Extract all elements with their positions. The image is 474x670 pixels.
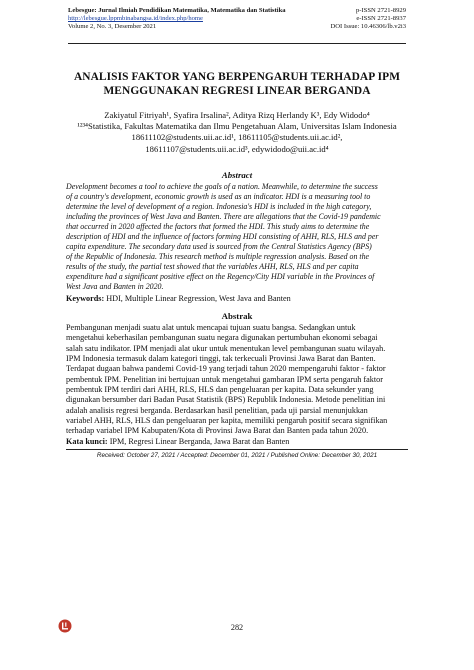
keywords-text: HDI, Multiple Linear Regression, West Java and Banten (106, 294, 291, 303)
abstrak-line: variabel AHH, RLS, HLS dan pengeluaran per kapita, memiliki pengaruh positif secara signifikan (66, 416, 388, 426)
author-block (60, 110, 414, 155)
journal-name: Lebesgue: Jurnal Ilmiah Pendidikan Matematika, Matematika dan Statistika (68, 7, 286, 14)
abstract-line: capita expenditure. The secondary data used is sourced from the Central Statistics Agency (BPS) (66, 241, 372, 251)
abstract-body (66, 182, 408, 291)
abstrak-line: salah satu indikator. IPM menjadi alat ukur untuk menentukan level pembangunan suatu wilayah. (66, 343, 386, 353)
author-emails-2: 18611107@students.uii.ac.id³, edywidodo@uii.ac.id⁴ (145, 143, 329, 154)
abstrak-line: mengetahui keberhasilan pembangunan suatu negara digunakan pertumbuhan ekonomi sebagai (66, 333, 378, 343)
title-line-1: ANALISIS FAKTOR YANG BERPENGARUH TERHADAP IPM (73, 71, 401, 83)
kata-kunci-text: IPM, Regresi Linear Berganda, Jawa Barat dan Banten (109, 437, 290, 446)
abstract-line: results of the study, the partial test showed that the variables AHH, RLS, HLS and per capita (66, 261, 359, 271)
keywords-label: Keywords: (66, 294, 105, 303)
kata-kunci-label: Kata kunci: (66, 437, 108, 446)
abstract-line: description of HDI and the influence of factors forming HDI consisting of AHH, RLS, HLS and per (66, 231, 379, 241)
abstrak-line: Terdapat dugaan bahwa pandemi Covid-19 yang terjadi tahun 2020 mempengaruhi faktor - faktor (66, 364, 386, 374)
publication-dates: Received: October 27, 2021 / Accepted: December 01, 2021 / Published Online: December 30, 2021 (96, 452, 378, 459)
doi: DOI Issue: 10.46306/lb.v2i3 (330, 23, 406, 30)
page-number: 282 (230, 623, 244, 632)
kata-kunci-line (66, 437, 408, 447)
abstract-line: determine the level of development of a region. Indonesia's HDI is included in the high category, (66, 201, 372, 211)
header-divider (68, 43, 406, 44)
author-names: Zakiyatul Fitriyah¹, Syafira Irsalina², Aditya Rizq Herlandy K³, Edy Widodo⁴ (104, 110, 370, 120)
dates-divider (66, 449, 408, 450)
pissn: p-ISSN 2721-8929 (355, 7, 406, 14)
abstrak-line: Pembangunan menjadi suatu alat untuk mencapai tujuan suatu bangsa. Sedangkan untuk (66, 323, 356, 332)
abstract-line: Development becomes a tool to achieve the goals of a nation. Meanwhile, to determine the success (66, 182, 378, 191)
abstract-line: expenditure had a significant positive effect on the Regency/City HDI variable in the Provinces of (66, 271, 375, 281)
abstract-line: of a country's development, economic growth is used as an indicator. HDI is a measuring tool to (66, 191, 371, 201)
abstrak-heading: Abstrak (221, 311, 253, 321)
title-line-2: MENGGUNAKAN REGRESI LINEAR BERGANDA (103, 84, 371, 97)
abstrak-line: pembentuk IPM. Penelitian ini bertujuan untuk mengetahui gambaran IPM serta pengaruh faktor (66, 374, 383, 384)
abstrak-line: terhadap variabel IPM Kabupaten/Kota di Provinsi Jawa Barat dan Banten pada tahun 2020. (66, 426, 369, 436)
paper-title (60, 71, 414, 98)
abstrak-line: IPM Indonesia termasuk dalam kategori tinggi, tak terkecuali Provinsi Jawa Barat dan Banten. (66, 354, 376, 364)
keywords-line (66, 294, 408, 304)
abstrak-line: adalah analisis regresi berganda. Berdasarkan hasil penelitian, pada uji parsial menunjukkan (66, 405, 368, 415)
abstrak-line: pembentuk IPM terdiri dari AHH, RLS, HLS dan pengeluaran per kapita. Data sekunder yang (66, 385, 374, 395)
eissn: e-ISSN 2721-8937 (356, 15, 406, 22)
abstract-heading: Abstract (221, 170, 253, 180)
abstract-line: West Java and Banten in 2020. (66, 281, 164, 291)
abstract-line: of the Republic of Indonesia. This research method is multiple regression analysis. Based on the (66, 251, 370, 261)
abstrak-line: digunakan bersumber dari Badan Pusat Statistik (BPS) Republik Indonesia. Metode penelitian ini (66, 395, 386, 405)
volume-info: Volume 2, No. 3, Desember 2021 (68, 23, 157, 30)
author-affiliation: ¹²³⁴Statistika, Fakultas Matematika dan Ilmu Pengetahuan Alam, Universitas Islam Indonesia (77, 121, 397, 132)
journal-header (68, 7, 406, 31)
abstract-line: that occurred in 2020 affected the factors that formed the HDI. This study aims to determine the (66, 221, 370, 231)
journal-url-link[interactable]: http://lebesgue.lppmbinabangsa.id/index.php/home (68, 15, 203, 22)
author-emails-1: 18611102@students.uii.ac.id¹, 18611105@students.uii.ac.id², (131, 132, 343, 143)
abstract-line: including the provinces of West Java and Banten. There are allegations that the Covid-19 pandemic (66, 211, 381, 221)
abstrak-body (66, 323, 408, 437)
